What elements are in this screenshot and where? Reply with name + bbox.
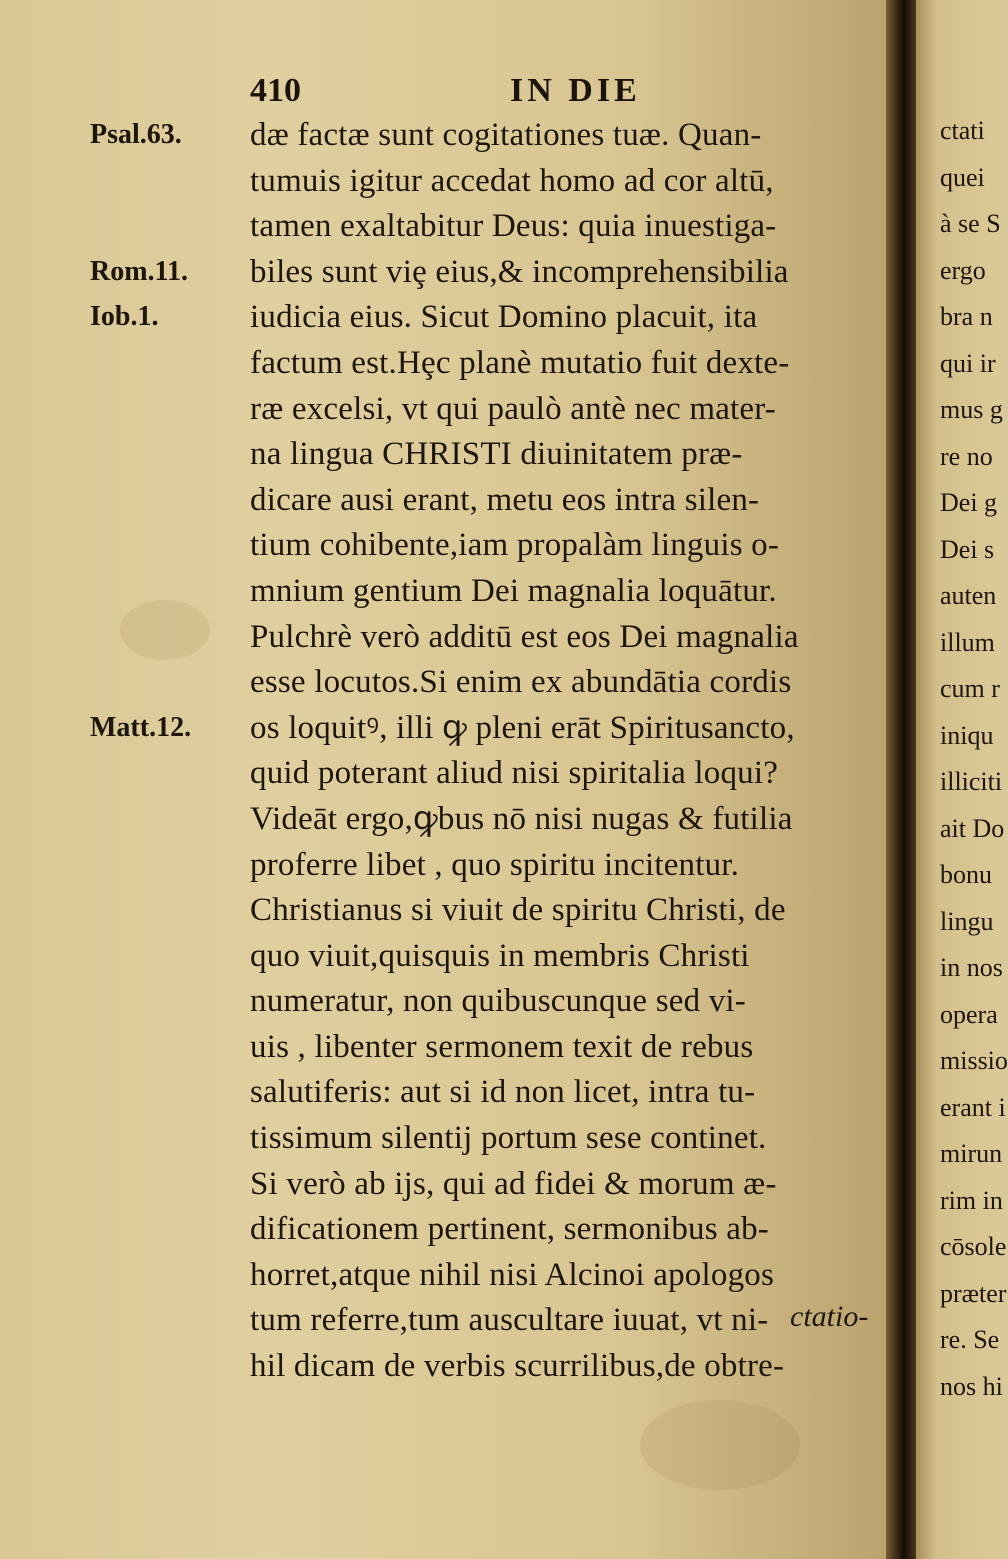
next-page-line: in nos — [940, 953, 1003, 982]
next-page-line: missio — [940, 1046, 1008, 1075]
text-line: hil dicam de verbis scurrilibus,de obtre- — [250, 1348, 785, 1385]
text-line: tium cohibente,iam propalàm linguis o- — [250, 527, 780, 564]
next-page-line: illum — [940, 627, 995, 657]
margin-reference: Matt.12. — [90, 711, 192, 743]
text-line: uis , libenter sermonem texit de rebus — [250, 1028, 754, 1065]
next-page-line: bonu — [940, 860, 992, 889]
text-line: salutiferis: aut si id non licet, intra tu- — [250, 1074, 756, 1111]
next-page-line: ergo — [940, 255, 986, 285]
text-line: tumuis igitur accedat homo ad cor altū, — [250, 162, 774, 199]
text-line: ræ excelsi, vt qui paulò antè nec mater- — [250, 390, 776, 427]
running-head: IN DIE — [510, 72, 641, 109]
next-page-line: præter — [940, 1278, 1007, 1308]
book-gutter — [886, 0, 916, 1559]
text-line: tamen exaltabitur Deus: quia inuestiga- — [250, 208, 777, 245]
margin-reference: Psal.63. — [90, 119, 182, 150]
next-page-line: mirun — [940, 1139, 1003, 1168]
text-line: quid poterant aliud nisi spiritalia loqui? — [250, 755, 779, 792]
page-number: 410 — [250, 72, 301, 109]
text-line: numeratur, non quibuscunque sed vi- — [250, 983, 746, 1020]
next-page-line: Dei s — [940, 534, 995, 564]
next-page-line: iniqu — [940, 720, 994, 750]
next-page-line: re. Se — [940, 1325, 1000, 1354]
text-line: horret,atque nihil nisi Alcinoi apologos — [250, 1256, 775, 1293]
next-page-line: à se S — [940, 209, 1001, 238]
margin-reference: Rom.11. — [90, 255, 188, 287]
next-page-line: re no — [940, 441, 993, 471]
body-text — [250, 113, 880, 1390]
next-page-line: illiciti — [940, 767, 1003, 796]
text-line: Pulchrè verò additū est eos Dei magnalia — [250, 618, 799, 655]
text-line: na lingua CHRISTI diuinitatem præ- — [250, 436, 743, 473]
next-page-line: qui ir — [940, 348, 996, 378]
next-page-text — [916, 108, 1008, 1410]
next-page-line: rim in — [940, 1185, 1003, 1215]
next-page-line: bra n — [940, 302, 993, 331]
next-page-line: ctati — [940, 116, 985, 145]
book-page-right-edge — [916, 0, 1008, 1559]
paper-stain — [640, 1400, 800, 1490]
text-line: dæ factæ sunt cogitationes tuæ. Quan- — [250, 117, 762, 153]
page-header — [250, 72, 870, 112]
text-line: factum est.Hȩc planè mutatio fuit dexte- — [250, 344, 790, 381]
text-line: Christianus si viuit de spiritu Christi, de — [250, 892, 786, 929]
text-line: mnium gentium Dei magnalia loquātur. — [250, 572, 777, 609]
margin-reference: Iob.1. — [90, 301, 159, 333]
next-page-line: erant i — [940, 1092, 1006, 1122]
next-page-line: cum r — [940, 674, 1000, 703]
text-line: esse locutos.Si enim ex abundātia cordis — [250, 664, 792, 701]
next-page-line: cōsole — [940, 1232, 1007, 1261]
next-page-line: auten — [940, 581, 997, 610]
next-page-line: mus g — [940, 395, 1003, 424]
catchword: ctatio- — [790, 1300, 869, 1333]
next-page-line: nos hi — [940, 1371, 1003, 1401]
next-page-line: quei — [940, 162, 985, 192]
text-line: tum referre,tum auscultare iuuat, vt ni- — [250, 1302, 769, 1339]
text-line: iudicia eius. Sicut Domino placuit, ita — [250, 299, 758, 336]
next-page-line: opera — [940, 999, 998, 1029]
text-line: Si verò ab ijs, qui ad fidei & morum æ- — [250, 1165, 777, 1202]
text-line: Videāt ergo,ꝙbus nō nisi nugas & futilia — [250, 800, 793, 837]
text-line: biles sunt viȩ eius,& incomprehensibilia — [250, 253, 789, 290]
next-page-line: ait Do — [940, 813, 1005, 843]
text-line: dicare ausi erant, metu eos intra silen- — [250, 481, 760, 518]
text-line: quo viuit,quisquis in membris Christi — [250, 937, 750, 974]
text-line: dificationem pertinent, sermonibus ab- — [250, 1211, 769, 1248]
next-page-line: Dei g — [940, 488, 998, 517]
next-page-line: lingu — [940, 906, 994, 936]
text-line: proferre libet , quo spiritu incitentur. — [250, 846, 740, 883]
text-line: tissimum silentij portum sese continet. — [250, 1120, 767, 1157]
paper-stain — [120, 600, 210, 660]
text-line: os loquitꝰ, illi ꝙ pleni erāt Spiritusancto, — [250, 709, 795, 746]
